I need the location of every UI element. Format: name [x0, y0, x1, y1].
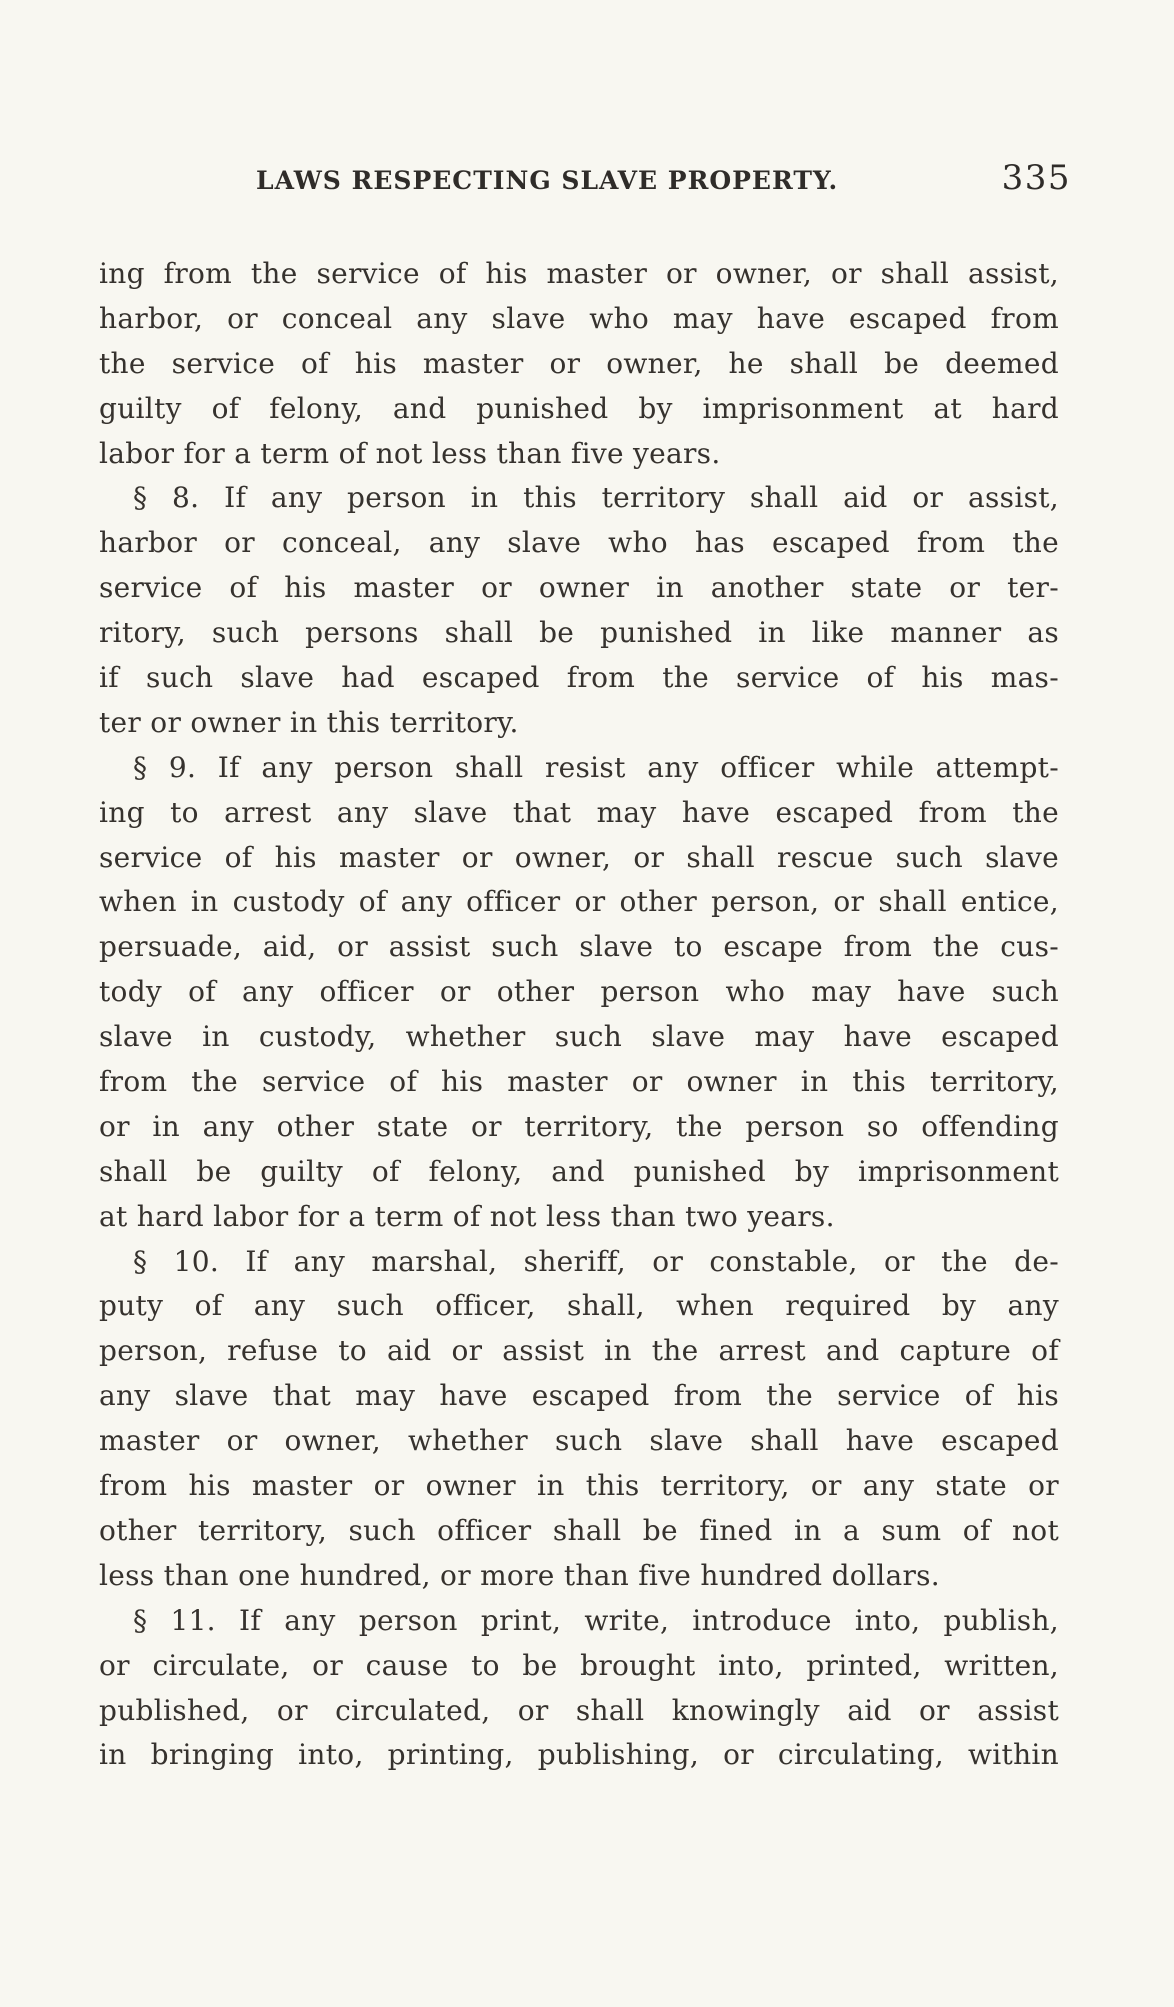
text-line: master or owner, whether such slave shall have escaped: [99, 1424, 1059, 1458]
text-line: § 11. If any person print, write, introduce into, publish,: [133, 1603, 1059, 1637]
text-line: in bringing into, printing, publishing, or circulating, within: [99, 1738, 1059, 1772]
text-line: slave in custody, whether such slave may have escaped: [99, 1020, 1059, 1054]
text-line: person, refuse to aid or assist in the arrest and capture of: [99, 1334, 1059, 1368]
text-line: harbor or conceal, any slave who has escaped from the: [99, 526, 1059, 560]
paragraph: [99, 1599, 1059, 1779]
body-text: [99, 252, 1059, 1778]
text-line: § 9. If any person shall resist any officer while attempt-: [133, 750, 1059, 784]
text-line: tody of any officer or other person who may have such: [99, 975, 1059, 1009]
page-number: 335: [1001, 158, 1071, 198]
text-line: the service of his master or owner, he shall be deemed: [99, 346, 1059, 380]
text-line: guilty of felony, and punished by imprisonment at hard: [99, 391, 1059, 425]
text-line: if such slave had escaped from the service of his mas-: [99, 661, 1059, 695]
text-line: ter or owner in this territory.: [99, 705, 519, 739]
paragraph: [99, 476, 1059, 745]
text-line: from his master or owner in this territory, or any state or: [99, 1469, 1059, 1503]
text-line: published, or circulated, or shall knowingly aid or assist: [99, 1693, 1059, 1727]
text-line: shall be guilty of felony, and punished by imprisonment: [99, 1154, 1059, 1188]
text-line: ritory, such persons shall be punished in like manner as: [99, 616, 1059, 650]
text-line: or circulate, or cause to be brought into, printed, written,: [99, 1648, 1059, 1682]
paragraph: [99, 252, 1059, 476]
text-line: at hard labor for a term of not less than two years.: [99, 1199, 835, 1233]
text-line: ing to arrest any slave that may have escaped from the: [99, 795, 1059, 829]
text-line: puty of any such officer, shall, when required by any: [99, 1289, 1059, 1323]
text-line: ing from the service of his master or owner, or shall assist,: [99, 257, 1059, 290]
text-line: when in custody of any officer or other person, or shall entice,: [99, 885, 1059, 919]
text-line: other territory, such officer shall be fined in a sum of not: [99, 1513, 1059, 1547]
text-line: service of his master or owner, or shall rescue such slave: [99, 840, 1059, 874]
paragraph: [99, 1240, 1059, 1599]
running-header: [256, 158, 1071, 214]
text-line: service of his master or owner in another state or ter-: [99, 571, 1059, 605]
text-line: harbor, or conceal any slave who may have escaped from: [99, 301, 1059, 335]
text-line: or in any other state or territory, the person so offending: [99, 1109, 1059, 1143]
text-line: less than one hundred, or more than five hundred dollars.: [99, 1558, 941, 1592]
text-line: from the service of his master or owner in this territory,: [99, 1065, 1059, 1099]
paragraph: [99, 746, 1059, 1240]
running-title: LAWS RESPECTING SLAVE PROPERTY.: [256, 166, 839, 195]
text-line: persuade, aid, or assist such slave to escape from the cus-: [99, 930, 1059, 964]
text-line: labor for a term of not less than five years.: [99, 436, 721, 470]
text-line: any slave that may have escaped from the service of his: [99, 1379, 1059, 1413]
text-line: § 10. If any marshal, sheriff, or constable, or the de-: [133, 1244, 1059, 1278]
text-line: § 8. If any person in this territory shall aid or assist,: [133, 481, 1059, 515]
